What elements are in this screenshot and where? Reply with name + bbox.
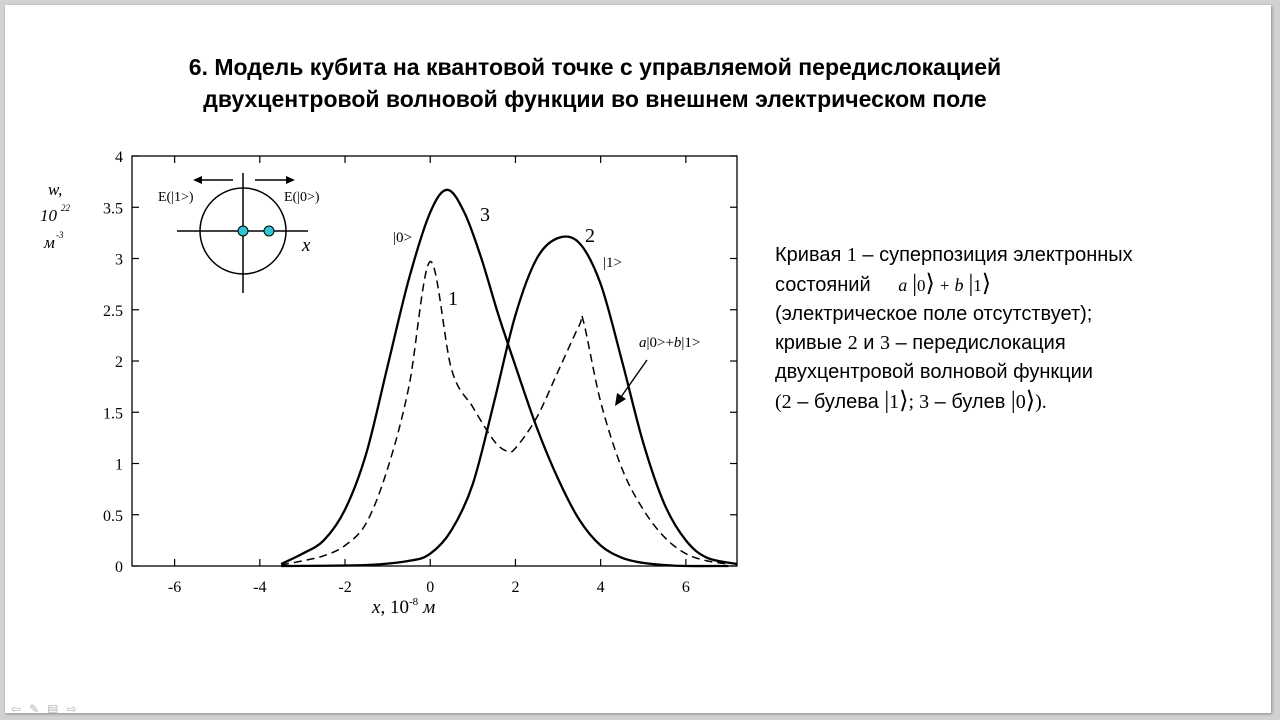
superposition-a: a xyxy=(639,335,647,351)
x-axis-label-tail: м xyxy=(423,597,436,618)
inset-arrow-right-head xyxy=(286,176,295,184)
y-tick-label-8: 4 xyxy=(115,149,123,166)
caption-line-5: двухцентровой волновой функции xyxy=(775,361,1093,383)
y-tick-label-3: 1.5 xyxy=(103,405,123,423)
x-tick-label-5: 4 xyxy=(596,579,605,596)
superposition-arrow-head xyxy=(615,393,626,406)
superposition-arrow-line xyxy=(621,360,647,397)
inset-field-right: E(|0>) xyxy=(284,190,320,205)
chart-svg xyxy=(5,5,785,645)
y-axis-label-scale: 10 xyxy=(40,206,57,225)
inset-axis-label: x xyxy=(302,235,311,256)
caption-line-4: кривые 2 и 3 – передислокация xyxy=(775,332,1066,354)
curve-1-label: 1 xyxy=(448,288,458,310)
series-line-3 xyxy=(281,190,728,566)
caption-line-1: Кривая 1 – суперпозиция электронных xyxy=(775,244,1133,266)
superposition-mid: |0>+ xyxy=(646,335,674,351)
chart-curves xyxy=(281,190,737,566)
x-tick-label-0: -6 xyxy=(167,579,182,596)
x-tick-label-3: 0 xyxy=(426,579,435,596)
menu-icon[interactable]: ▤ xyxy=(47,702,59,716)
ket-1-label: |1> xyxy=(603,255,622,271)
inset-arrow-left-head xyxy=(193,176,202,184)
x-tick-label-4: 2 xyxy=(511,579,520,596)
y-tick-label-6: 3 xyxy=(115,251,123,269)
y-tick-label-4: 2 xyxy=(115,354,123,371)
x-tick-label-6: 6 xyxy=(681,579,690,596)
x-axis-label xyxy=(371,596,435,618)
ket-0-label: |0> xyxy=(393,230,412,246)
inset-diagram xyxy=(158,173,320,293)
superposition-b: b xyxy=(673,335,682,351)
title-line-2: двухцентровой волновой функции во внешнем электрическом поле xyxy=(203,86,987,112)
x-tick-label-1: -4 xyxy=(253,579,267,596)
y-axis-label-unit: м xyxy=(44,233,55,252)
y-tick-label-7: 3.5 xyxy=(103,200,123,218)
y-tick-label-1: 0.5 xyxy=(103,507,123,525)
title-line-1: 6. Модель кубита на квантовой точке с управляемой передислокацией xyxy=(188,54,1002,80)
caption-line-3: (электрическое поле отсутствует); xyxy=(775,303,1093,325)
inset-dot-left xyxy=(238,226,248,236)
prev-arrow-icon[interactable]: ⇦ xyxy=(11,702,22,716)
next-arrow-icon[interactable]: ⇨ xyxy=(66,702,77,716)
caption-line-2: состояний a |0⟩ + b |1⟩ xyxy=(775,270,1235,300)
series-line-1 xyxy=(281,262,728,565)
caption-formula: a |0⟩ + b |1⟩ xyxy=(898,271,992,297)
caption xyxy=(775,241,1235,417)
slide-navigation xyxy=(11,702,77,716)
superposition-end: |1> xyxy=(681,335,701,351)
x-axis-label-var: x xyxy=(372,597,381,618)
superposition-label xyxy=(639,335,700,351)
curve-2-label: 2 xyxy=(585,225,595,247)
y-tick-label-5: 2.5 xyxy=(103,302,123,320)
chart xyxy=(5,5,785,645)
x-tick-label-2: -2 xyxy=(338,579,352,596)
x-axis-label-unit: , 10 xyxy=(380,597,409,618)
series-line-2 xyxy=(281,236,737,566)
pen-icon[interactable]: ✎ xyxy=(29,702,40,716)
curve-3-label: 3 xyxy=(480,204,490,226)
inset-field-left: E(|1>) xyxy=(158,190,194,205)
y-axis-label-unit-exp: -3 xyxy=(56,230,64,240)
caption-line-6: (2 – булева |1⟩; 3 – булев |0⟩). xyxy=(775,388,1047,414)
inset-dot-right xyxy=(264,226,274,236)
y-axis-label-var: w, xyxy=(48,180,63,199)
y-axis-label-scale-exp: 22 xyxy=(61,203,70,213)
x-axis-label-exp: -8 xyxy=(408,596,419,608)
y-tick-label-0: 0 xyxy=(115,559,123,576)
slide xyxy=(5,5,1271,716)
axis-ticks xyxy=(103,149,737,596)
y-tick-label-2: 1 xyxy=(115,456,123,474)
